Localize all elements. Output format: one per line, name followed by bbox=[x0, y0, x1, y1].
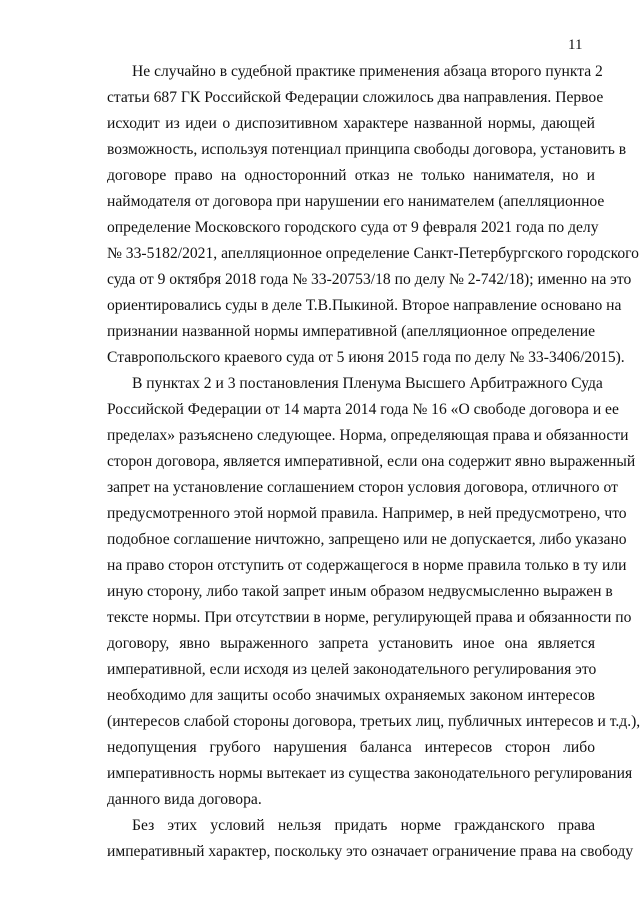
text-line: данного вида договора. bbox=[107, 791, 262, 808]
text-line: на право сторон отступить от содержащегося в норме правила только в ту или bbox=[107, 557, 627, 574]
text-line: императивной, если исходя из целей законодательного регулирования это bbox=[107, 661, 597, 678]
text-line: императивный характер, поскольку это означает ограничение права на свободу bbox=[107, 843, 634, 860]
text-line: императивность нормы вытекает из существа законодательного регулирования bbox=[107, 765, 633, 782]
text-line: договоре право на односторонний отказ не только нанимателя, но и bbox=[107, 167, 595, 184]
text-line: иную сторону, либо такой запрет иным образом недвусмысленно выражен в bbox=[107, 583, 613, 600]
text-line: недопущения грубого нарушения баланса интересов сторон либо bbox=[107, 739, 595, 756]
text-line: Без этих условий нельзя придать норме гражданского права bbox=[132, 817, 595, 834]
page-number: 11 bbox=[568, 37, 583, 53]
text-line: сторон договора, является императивной, если она содержит явно выраженный bbox=[107, 453, 636, 470]
text-line: тексте нормы. При отсутствии в норме, регулирующей права и обязанности по bbox=[107, 609, 632, 626]
text-line: суда от 9 октября 2018 года № 33-20753/18 по делу № 2-742/18); именно на это bbox=[107, 271, 632, 288]
text-line: подобное соглашение ничтожно, запрещено или не допускается, либо указано bbox=[107, 531, 627, 548]
text-line: № 33-5182/2021, апелляционное определение Санкт-Петербургского городского bbox=[107, 245, 639, 262]
text-line: предусмотренного этой нормой правила. Например, в ней предусмотрено, что bbox=[107, 505, 627, 522]
text-line: ориентировались суды в деле Т.В.Пыкиной. Второе направление основано на bbox=[107, 297, 622, 314]
text-line: Не случайно в судебной практике применения абзаца второго пункта 2 bbox=[132, 63, 603, 80]
text-line: (интересов слабой стороны договора, третьих лиц, публичных интересов и т.д.), bbox=[107, 713, 640, 730]
text-line: определение Московского городского суда от 9 февраля 2021 года по делу bbox=[107, 219, 599, 236]
text-line: договору, явно выраженного запрета установить иное она является bbox=[107, 635, 595, 652]
text-line: Ставропольского краевого суда от 5 июня 2015 года по делу № 33-3406/2015). bbox=[107, 349, 625, 366]
text-line: необходимо для защиты особо значимых охраняемых законом интересов bbox=[107, 687, 595, 704]
text-line: исходит из идеи о диспозитивном характере названной нормы, дающей bbox=[107, 115, 595, 132]
text-line: пределах» разъяснено следующее. Норма, определяющая права и обязанности bbox=[107, 427, 629, 444]
text-line: возможность, используя потенциал принципа свободы договора, установить в bbox=[107, 141, 627, 158]
text-line: признании названной нормы императивной (апелляционное определение bbox=[107, 323, 595, 340]
text-line: статьи 687 ГК Российской Федерации сложилось два направления. Первое bbox=[107, 89, 604, 106]
text-line: запрет на установление соглашением сторон условия договора, отличного от bbox=[107, 479, 618, 496]
text-line: В пунктах 2 и 3 постановления Пленума Высшего Арбитражного Суда bbox=[132, 375, 603, 392]
text-line: наймодателя от договора при нарушении его нанимателем (апелляционное bbox=[107, 193, 605, 210]
text-line: Российской Федерации от 14 марта 2014 года № 16 «О свободе договора и ее bbox=[107, 401, 619, 418]
